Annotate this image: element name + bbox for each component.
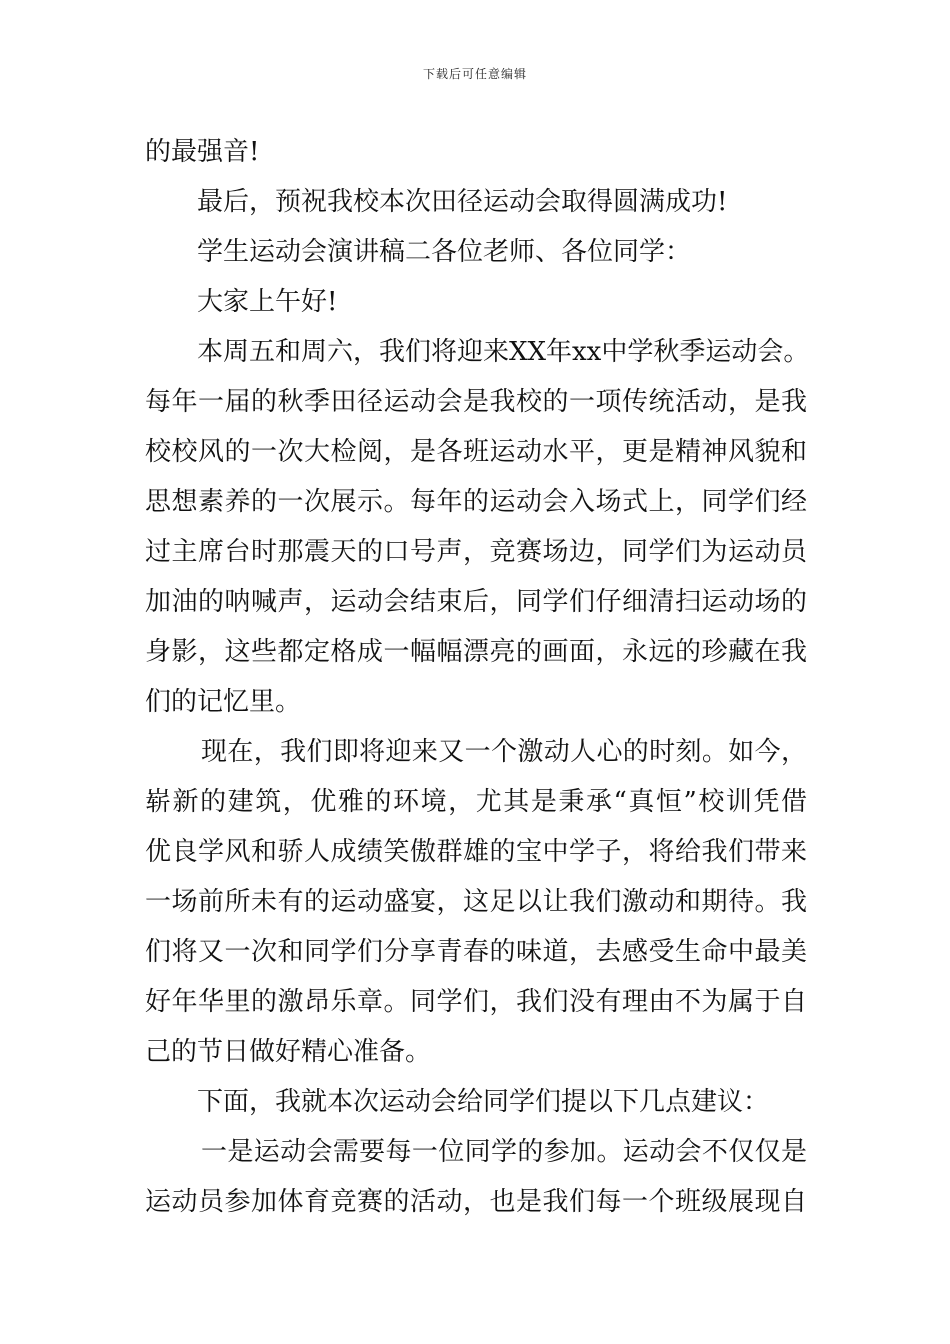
text-line: 校校风的一次大检阅，是各班运动水平，更是精神风貌和: [145, 437, 807, 467]
text-line: 们的记忆里。: [145, 687, 302, 717]
text-line: 每年一届的秋季田径运动会是我校的一项传统活动，是我: [145, 387, 807, 417]
text-line: 过主席台时那震天的口号声，竞赛场边，同学们为运动员: [145, 537, 807, 567]
text-line: 运动员参加体育竞赛的活动，也是我们每一个班级展现自: [145, 1187, 807, 1217]
text-line: 己的节日做好精心准备。: [145, 1037, 432, 1067]
text-line: 崭新的建筑，优雅的环境，尤其是秉承“真恒”校训凭借: [145, 787, 807, 817]
text-line: 加油的呐喊声，运动会结束后，同学们仔细清扫运动场的: [145, 587, 807, 617]
text-line: 大家上午好!: [197, 287, 338, 317]
text-line: 最后，预祝我校本次田径运动会取得圆满成功!: [197, 187, 728, 217]
page-header: 下载后可任意编辑: [422, 67, 527, 81]
text-line: 身影，这些都定格成一幅幅漂亮的画面，永远的珍藏在我: [145, 637, 807, 667]
text-line: 学生运动会演讲稿二各位老师、各位同学：: [197, 237, 692, 267]
document-body: [145, 127, 810, 1227]
text-line: 的最强音!: [145, 137, 260, 167]
text-line: 思想素养的一次展示。每年的运动会入场式上，同学们经: [145, 487, 807, 517]
text-line: 本周五和周六，我们将迎来XX年xx中学秋季运动会。: [197, 337, 810, 367]
text-line: 现在，我们即将迎来又一个激动人心的时刻。如今，: [201, 737, 807, 767]
text-line: 一场前所未有的运动盛宴，这足以让我们激动和期待。我: [145, 887, 807, 917]
text-line: 优良学风和骄人成绩笑傲群雄的宝中学子，将给我们带来: [145, 837, 807, 867]
text-line: 一是运动会需要每一位同学的参加。运动会不仅仅是: [201, 1137, 807, 1167]
text-line: 下面，我就本次运动会给同学们提以下几点建议：: [197, 1087, 770, 1117]
text-line: 好年华里的激昂乐章。同学们，我们没有理由不为属于自: [145, 987, 807, 1017]
text-line: 们将又一次和同学们分享青春的味道，去感受生命中最美: [145, 937, 807, 967]
